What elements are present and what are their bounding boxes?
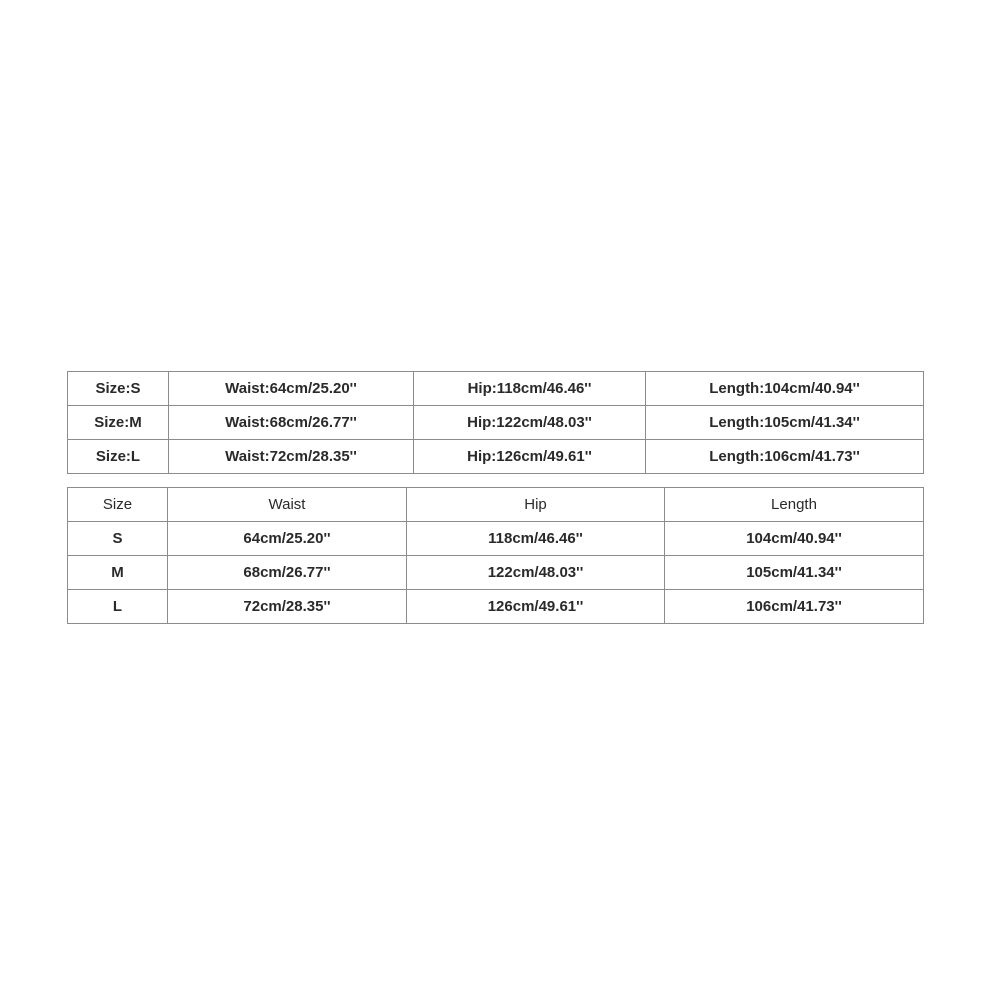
table-row: [68, 406, 924, 440]
hip-cell: Hip:122cm/48.03'': [414, 406, 646, 440]
column-header-size: Size: [68, 488, 168, 522]
hip-cell: 118cm/46.46'': [407, 522, 665, 556]
size-cell: L: [68, 590, 168, 624]
table-row: [68, 372, 924, 406]
length-cell: Length:104cm/40.94'': [646, 372, 924, 406]
table-row: [68, 522, 924, 556]
size-cell: Size:L: [68, 440, 169, 474]
size-cell: Size:S: [68, 372, 169, 406]
size-cell: Size:M: [68, 406, 169, 440]
size-chart-labeled-table: [67, 371, 924, 474]
waist-cell: Waist:64cm/25.20'': [169, 372, 414, 406]
table-row: [68, 556, 924, 590]
column-header-waist: Waist: [168, 488, 407, 522]
size-chart-grid-table: [67, 487, 924, 624]
length-cell: Length:105cm/41.34'': [646, 406, 924, 440]
waist-cell: 72cm/28.35'': [168, 590, 407, 624]
length-cell: 105cm/41.34'': [665, 556, 924, 590]
length-cell: Length:106cm/41.73'': [646, 440, 924, 474]
hip-cell: Hip:118cm/46.46'': [414, 372, 646, 406]
hip-cell: 126cm/49.61'': [407, 590, 665, 624]
waist-cell: Waist:72cm/28.35'': [169, 440, 414, 474]
size-cell: S: [68, 522, 168, 556]
length-cell: 106cm/41.73'': [665, 590, 924, 624]
size-cell: M: [68, 556, 168, 590]
table-row: [68, 440, 924, 474]
waist-cell: 68cm/26.77'': [168, 556, 407, 590]
hip-cell: 122cm/48.03'': [407, 556, 665, 590]
column-header-length: Length: [665, 488, 924, 522]
column-header-hip: Hip: [407, 488, 665, 522]
waist-cell: 64cm/25.20'': [168, 522, 407, 556]
waist-cell: Waist:68cm/26.77'': [169, 406, 414, 440]
table-header-row: [68, 488, 924, 522]
table-row: [68, 590, 924, 624]
hip-cell: Hip:126cm/49.61'': [414, 440, 646, 474]
length-cell: 104cm/40.94'': [665, 522, 924, 556]
